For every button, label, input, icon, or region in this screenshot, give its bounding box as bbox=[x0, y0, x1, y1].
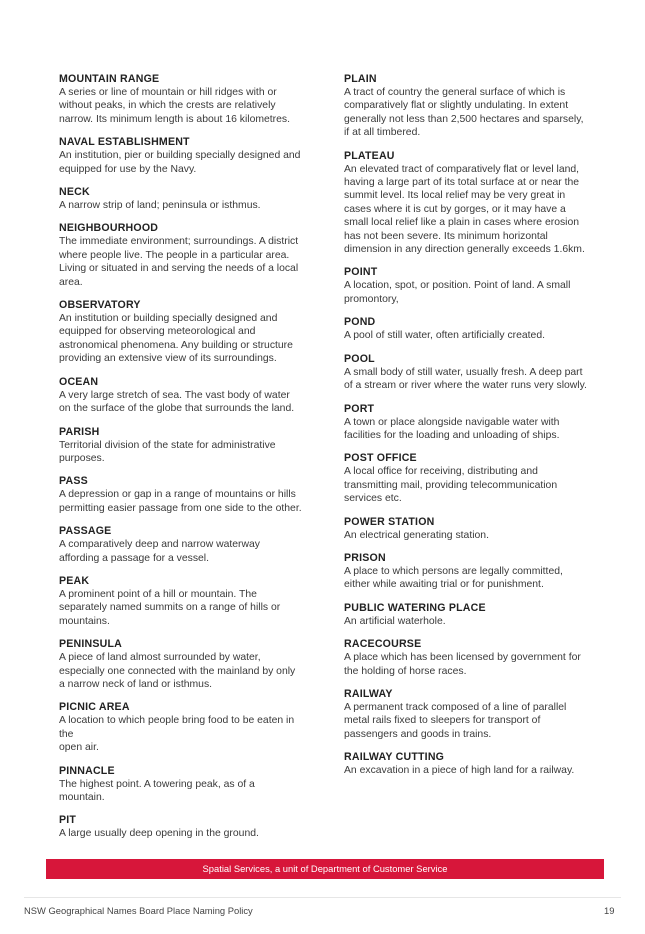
glossary-entry bbox=[344, 637, 588, 678]
glossary-definition: An excavation in a piece of high land for a railway. bbox=[344, 765, 575, 777]
glossary-entry bbox=[59, 474, 303, 515]
glossary-entry bbox=[344, 72, 588, 140]
glossary-definition: A prominent point of a hill or mountain. The separately named summits on a range of hills or mountains. bbox=[59, 588, 281, 627]
glossary-term: PEAK bbox=[59, 574, 90, 587]
glossary-definition: A piece of land almost surrounded by water, especially one connected with the mainland by only a narrow neck of land or isthmus. bbox=[59, 652, 296, 690]
glossary-definition: A location, spot, or position. Point of land. A small promontory, bbox=[344, 280, 571, 305]
glossary-definition: A narrow strip of land; peninsula or isthmus. bbox=[59, 200, 261, 212]
glossary-entry bbox=[344, 551, 588, 592]
glossary-definition: A tract of country the general surface of which is comparatively flat or slightly undulating. In extent generally not less than 2,500 hectares and sparsely, if at all timbered. bbox=[344, 87, 584, 139]
glossary-entry bbox=[344, 601, 588, 628]
glossary-entry bbox=[59, 221, 303, 289]
glossary-entry bbox=[59, 637, 303, 691]
glossary-term: PIT bbox=[59, 814, 77, 827]
glossary-entry bbox=[344, 352, 588, 393]
glossary-definition: An institution, pier or building specially designed and equipped for use by the Navy. bbox=[59, 150, 301, 175]
glossary-entry bbox=[344, 515, 588, 542]
glossary-definition: An electrical generating station. bbox=[344, 529, 489, 541]
glossary-definition: A place to which persons are legally committed, either while awaiting trial or for punishment. bbox=[344, 565, 563, 591]
glossary-term: RAILWAY bbox=[344, 687, 393, 700]
footer-divider bbox=[24, 897, 621, 898]
glossary-definition: An elevated tract of comparatively flat or level land, having a large part of its total surface at or near the summit level. Its local relief may be very great in cases where it is cut by gorges, or it may have a small local relief like a plain in cases where erosion has not been severe. Its minimum horizontal dimension in any direction generally exceeds 1.6km. bbox=[344, 163, 585, 256]
glossary-term: PUBLIC WATERING PLACE bbox=[344, 601, 486, 614]
glossary-entry bbox=[59, 764, 303, 805]
glossary-term: NECK bbox=[59, 186, 90, 199]
glossary-entry bbox=[59, 298, 303, 366]
glossary-term: POOL bbox=[344, 352, 375, 365]
glossary-term: PASSAGE bbox=[59, 525, 112, 538]
glossary-term: PARISH bbox=[59, 425, 100, 438]
glossary-entry bbox=[344, 265, 588, 306]
glossary-entry bbox=[344, 315, 588, 342]
glossary-definition: An artificial waterhole. bbox=[344, 615, 446, 627]
glossary-entry bbox=[59, 135, 303, 176]
glossary-term: MOUNTAIN RANGE bbox=[59, 73, 160, 85]
glossary-term: PINNACLE bbox=[59, 764, 115, 777]
glossary-definition: Territorial division of the state for administrative purposes. bbox=[59, 439, 276, 464]
right-glossary-column bbox=[344, 72, 588, 787]
glossary-term: POWER STATION bbox=[344, 515, 435, 528]
glossary-term: OCEAN bbox=[59, 375, 99, 388]
glossary-term: POST OFFICE bbox=[344, 452, 417, 465]
glossary-term: NEIGHBOURHOOD bbox=[59, 222, 159, 235]
page-number: 19 bbox=[604, 905, 615, 916]
glossary-definition: A depression or gap in a range of mountains or hills permitting easier passage from one side to the other. bbox=[59, 489, 302, 514]
glossary-definition: A series or line of mountain or hill ridges with or without peaks, in which the crests are relatively narrow. Its minimum length is about 16 kilometres. bbox=[59, 87, 290, 125]
glossary-definition: The highest point. A towering peak, as of a mountain. bbox=[59, 778, 255, 803]
glossary-definition: A local office for receiving, distributing and transmitting mail, providing telecommunication services etc. bbox=[344, 466, 558, 505]
glossary-definition: A very large stretch of sea. The vast body of water on the surface of the globe that surrounds the land. bbox=[59, 389, 295, 415]
glossary-definition: A town or place alongside navigable water with facilities for the loading and unloading of ships. bbox=[344, 416, 560, 441]
glossary-term: RAILWAY CUTTING bbox=[344, 751, 445, 764]
glossary-term: PLATEAU bbox=[344, 149, 395, 162]
glossary-entry bbox=[59, 185, 303, 212]
glossary-entry bbox=[59, 574, 303, 628]
glossary-entry bbox=[59, 375, 303, 416]
glossary-entry bbox=[344, 402, 588, 443]
glossary-definition: The immediate environment; surroundings. A district where people live. The people in a particular area. Living or situated in and serving the needs of a local area. bbox=[59, 236, 299, 288]
glossary-entry bbox=[59, 813, 303, 840]
glossary-term: POND bbox=[344, 316, 376, 329]
glossary-entry bbox=[59, 700, 303, 754]
glossary-definition: A place which has been licensed by government for the holding of horse races. bbox=[344, 652, 581, 677]
glossary-entry bbox=[59, 524, 303, 565]
glossary-definition: A location to which people bring food to be eaten in the open air. bbox=[59, 715, 295, 754]
glossary-entry bbox=[344, 149, 588, 257]
glossary-definition: A pool of still water, often artificially created. bbox=[344, 330, 545, 342]
glossary-term: PRISON bbox=[344, 551, 386, 564]
glossary-term: PENINSULA bbox=[59, 638, 123, 651]
glossary-entry bbox=[59, 425, 303, 466]
glossary-entry bbox=[344, 451, 588, 505]
glossary-term: PLAIN bbox=[344, 73, 377, 85]
glossary-term: POINT bbox=[344, 266, 378, 279]
glossary-definition: A small body of still water, usually fresh. A deep part of a stream or river where the water runs very slowly. bbox=[344, 366, 587, 392]
department-banner: Spatial Services, a unit of Department of Customer Service bbox=[46, 859, 604, 879]
glossary-definition: A comparatively deep and narrow waterway affording a passage for a vessel. bbox=[59, 539, 260, 564]
glossary-definition: A large usually deep opening in the ground. bbox=[59, 828, 259, 840]
footer-document-title: NSW Geographical Names Board Place Naming Policy bbox=[24, 905, 253, 916]
glossary-definition: An institution or building specially designed and equipped for observing meteorological and astronomical phenomena. Any building or structure providing an extensive view of its surroundings. bbox=[59, 313, 293, 365]
left-glossary-column bbox=[59, 72, 303, 850]
glossary-entry bbox=[344, 750, 588, 777]
glossary-term: PICNIC AREA bbox=[59, 701, 130, 714]
glossary-entry bbox=[59, 72, 303, 126]
glossary-term: RACECOURSE bbox=[344, 638, 422, 651]
glossary-definition: A permanent track composed of a line of parallel metal rails fixed to sleepers for transport of passengers and goods in trains. bbox=[344, 701, 567, 740]
glossary-term: OBSERVATORY bbox=[59, 299, 141, 312]
glossary-entry bbox=[344, 687, 588, 741]
glossary-term: PORT bbox=[344, 402, 375, 415]
glossary-term: NAVAL ESTABLISHMENT bbox=[59, 136, 190, 149]
glossary-term: PASS bbox=[59, 475, 88, 488]
